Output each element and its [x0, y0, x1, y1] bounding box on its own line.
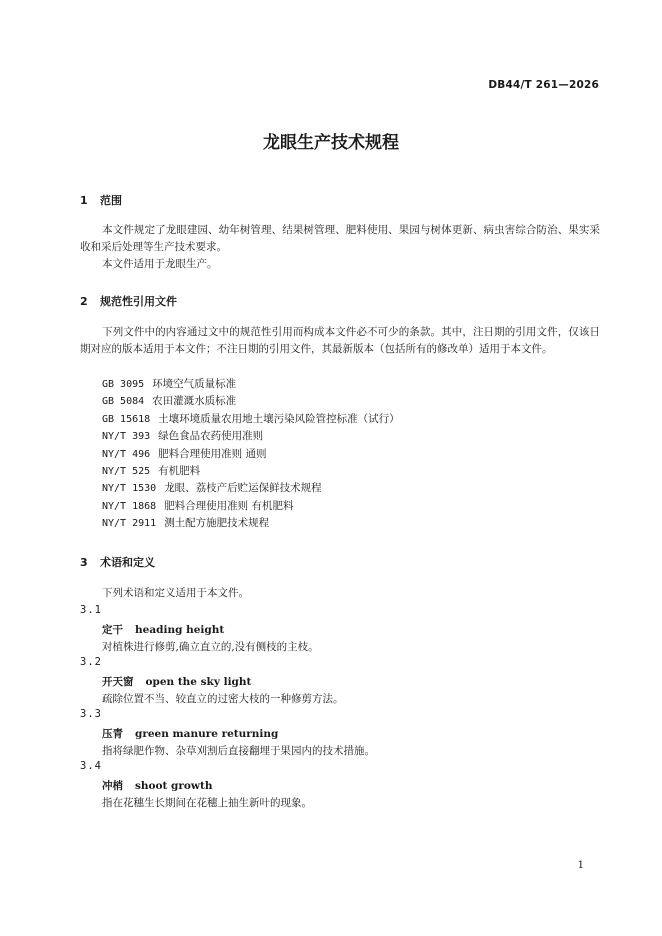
reference-name: 肥料合理使用准则 有机肥料 [164, 499, 294, 512]
paragraph-text: 下列术语和定义适用于本文件。 [102, 587, 249, 599]
reference-code: NY/T 393 [102, 431, 151, 443]
section-title: 范围 [100, 194, 122, 207]
section-1-paragraph-2 [80, 256, 600, 273]
reference-name: 肥料合理使用准则 通则 [158, 447, 267, 460]
paragraph-text: 下列文件中的内容通过文中的规范性引用而构成本文件必不可少的条款。其中，注日期的引用文件，仅该日期对应的版本适用于本文件；不注日期的引用文件，其最新版本（包括所有的修改单）适用于本文件。 [80, 326, 600, 355]
reference-item [102, 411, 400, 428]
reference-item [102, 446, 400, 463]
section-number: 1 [80, 194, 88, 207]
term-number: 3.3 [80, 708, 102, 720]
reference-code: GB 5084 [102, 396, 145, 408]
section-3-heading [80, 554, 155, 570]
document-title: 龙眼生产技术规程 [263, 133, 399, 153]
reference-item [102, 463, 400, 480]
term-definition: 指在花穗生长期间在花穗上抽生新叶的现象。 [102, 797, 312, 809]
reference-name: 有机肥料 [158, 465, 201, 478]
reference-code: NY/T 496 [102, 448, 151, 460]
section-1-paragraph-1 [80, 222, 600, 256]
term-en: green manure returning [135, 728, 279, 740]
term-definition: 疏除位置不当、较直立的过密大枝的一种修剪方法。 [102, 693, 344, 705]
term-title [102, 622, 224, 637]
term-zh: 压青 [102, 728, 123, 740]
term-zh: 冲梢 [102, 780, 123, 792]
term-en: shoot growth [135, 780, 213, 792]
term-number: 3.4 [80, 760, 102, 772]
reference-code: GB 15618 [102, 413, 151, 425]
term-number: 3.1 [80, 604, 102, 616]
reference-item [102, 428, 400, 445]
reference-name: 龙眼、荔枝产后贮运保鲜技术规程 [164, 482, 322, 495]
term-definition: 指将绿肥作物、杂草刈割后直接翻埋于果园内的技术措施。 [102, 745, 375, 757]
section-1-heading [80, 192, 122, 208]
page-number: 1 [577, 860, 584, 871]
term-zh: 定干 [102, 624, 123, 636]
reference-name: 测土配方施肥技术规程 [164, 517, 270, 530]
reference-code: NY/T 1868 [102, 500, 157, 512]
reference-code: GB 3095 [102, 379, 145, 390]
term-title [102, 674, 251, 689]
section-title: 规范性引用文件 [100, 295, 177, 308]
reference-item [102, 515, 400, 532]
normative-references-list [102, 376, 400, 533]
reference-name: 农田灌溉水质标准 [152, 395, 237, 408]
reference-item [102, 376, 400, 393]
term-en: heading height [135, 624, 225, 636]
term-number: 3.2 [80, 656, 102, 668]
section-2-paragraph-1 [80, 324, 600, 358]
reference-code: NY/T 1530 [102, 483, 157, 495]
document-id: DB44/T 261—2026 [488, 79, 599, 91]
term-title [102, 726, 278, 741]
reference-item [102, 393, 400, 410]
section-2-heading [80, 293, 177, 309]
reference-name: 环境空气质量标准 [152, 378, 237, 390]
term-en: open the sky light [145, 676, 252, 688]
reference-item [102, 480, 400, 497]
paragraph-text: 本文件适用于龙眼生产。 [102, 258, 218, 270]
section-3-paragraph-1 [80, 585, 600, 602]
reference-item [102, 498, 400, 515]
section-number: 3 [80, 556, 88, 569]
paragraph-text: 本文件规定了龙眼建园、幼年树管理、结果树管理、肥料使用、果园与树体更新、病虫害综合防治、果实采收和采后处理等生产技术要求。 [80, 224, 600, 253]
reference-code: NY/T 2911 [102, 518, 157, 530]
term-definition: 对植株进行修剪,确立直立的,没有侧枝的主枝。 [102, 641, 319, 653]
reference-name: 绿色食品农药使用准则 [158, 430, 264, 443]
term-zh: 开天窗 [102, 676, 134, 688]
reference-code: NY/T 525 [102, 466, 151, 478]
section-number: 2 [80, 295, 88, 308]
section-title: 术语和定义 [100, 556, 155, 569]
term-title [102, 778, 212, 793]
reference-name: 土壤环境质量农用地土壤污染风险管控标准（试行） [158, 412, 400, 425]
